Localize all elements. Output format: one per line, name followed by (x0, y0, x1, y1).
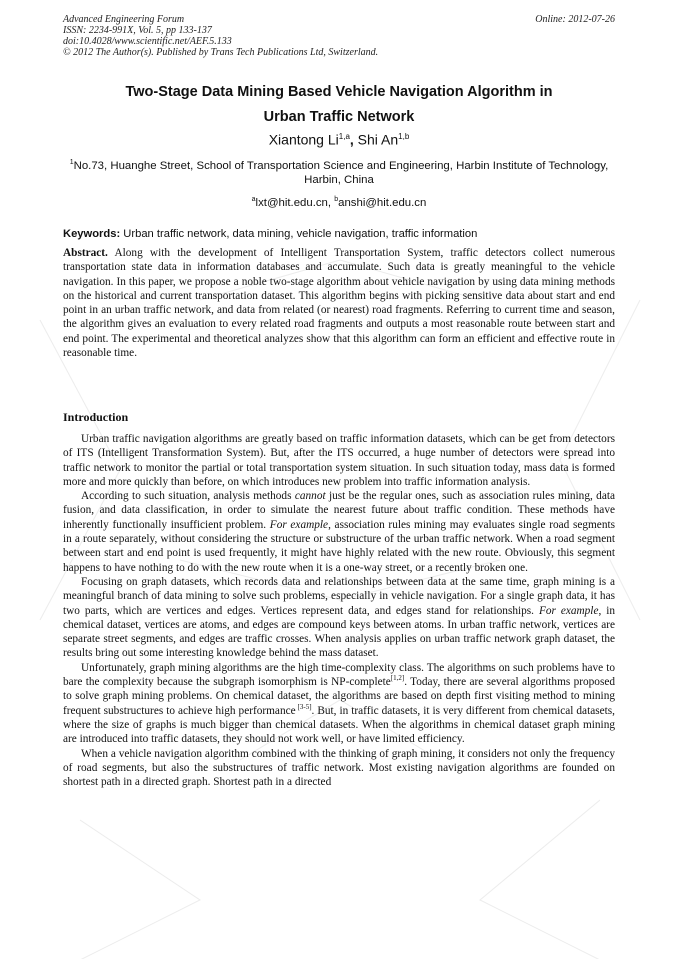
doi-line: doi:10.4028/www.scientific.net/AEF.5.133 (63, 36, 232, 47)
copyright-line: © 2012 The Author(s). Published by Trans Tech Publications Ltd, Switzerland. (63, 47, 379, 58)
paragraph-2-text-b: just be the regular ones, such as association rules mining, data fusion, and data classification, in order to simulate the nearest future about traffic condition. These methods have inherently functionally insufficient problem. (63, 490, 615, 531)
abstract-label: Abstract. (63, 247, 108, 259)
abstract-text: Along with the development of Intelligent Transportation System, traffic detectors collect numerous transportation state data in information databases and accumulate. Such data is greatly meaningful to the vehicle navigation. In this paper, we propose a noble two-stage algorithm about vehicle navigation by using data mining methods on the historical and current transportation dataset. This algorithm begins with picking sensitive data about start and end point in an urban traffic network, and data from related (or nearest) road fragments. Referring to current time and season, the algorithm gives an evaluation to every related road fragments and outputs a most reasonable route between start and end point. The experimental and theoretical analyzes show that this algorithm can form an efficient and effective route in reasonable time. (63, 247, 615, 360)
email-b-mark: b (334, 196, 339, 203)
email-b: anshi@hit.edu.cn (338, 196, 427, 209)
citation-1-2: [1,2] (390, 674, 405, 683)
paragraph-4 (63, 661, 615, 747)
paragraph-4-text-a: Unfortunately, graph mining algorithms are the high time-complexity class. The algorithms on such problems have to bare the complexity because the subgraph isomorphism is NP-complete (63, 661, 615, 689)
keywords-label: Keywords: (63, 228, 121, 240)
title-line-2: Urban Traffic Network (263, 109, 415, 125)
paragraph-3 (63, 575, 615, 661)
paragraph-3-text-a: Focusing on graph datasets, which records data and relationships between data at the same time, graph mining is a meaningful branch of data mining to solve such problems, especially in vehicle navigation. For a single graph data, it has two parts, which are vertices and edges. Vertices represent data, and edges stand for relationships. (63, 575, 615, 617)
issn-line: ISSN: 2234-991X, Vol. 5, pp 133-137 (63, 25, 212, 36)
journal-header (63, 14, 615, 58)
abstract (63, 246, 615, 360)
online-date: Online: 2012-07-26 (535, 14, 615, 25)
affiliation (63, 156, 615, 187)
citation-3-5: [3-5] (295, 702, 312, 711)
paragraph-2-emphasis-example: For example (269, 518, 329, 531)
paragraph-3-text-b: , in chemical dataset, vertices are atoms, and edges are compound keys between atoms. In urban traffic network, vertices are separate street segments, and edges are traffic crosses. When analysis applies on urban traffic network graph dataset, the results bring out some interesting knowledge behind the mass dataset. (63, 604, 615, 660)
paragraph-2-text-a: According to such situation, analysis methods (81, 490, 295, 503)
author-2-affil-mark: 1,b (398, 132, 410, 141)
paragraph-2 (63, 489, 615, 575)
paragraph-4-text-c: . But, in traffic datasets, it is very different from chemical datasets, where the size of graphs is much bigger than chemical datasets. When the algorithms in chemical dataset graph mining are introduced into traffic datasets, they should not work well, or have limited efficiency. (63, 704, 615, 746)
paragraph-2-text-c: , association rules mining may evaluates single road segments in a route separately, without considering the structure or substructure of the urban traffic network. When a road segment between start and end point is used frequently, it might have highly related with the new route. Obviously, this segment happens to have nothing to do with the new route when it is a one-way street, or a recently broken one. (63, 518, 616, 574)
email-a: lxt@hit.edu.cn, (255, 196, 335, 209)
keywords-text: Urban traffic network, data mining, vehicle navigation, traffic information (120, 228, 478, 240)
author-2-name: Shi An (357, 131, 399, 148)
section-heading-introduction: Introduction (63, 410, 129, 424)
title-line-1: Two-Stage Data Mining Based Vehicle Navigation Algorithm in (125, 84, 553, 100)
paper-title (63, 80, 615, 130)
keywords (63, 227, 615, 241)
paragraph-1: Urban traffic navigation algorithms are greatly based on traffic information datasets, which can be get from detectors of ITS (Intelligent Transformation System). But, after the ITS occurred, a huge number of detectors were spread into traffic network to monitor the partial or total transportation system situation. In such situation today, mass data is formed more and more quickly than before, on which introduces new problem into traffic information analysis. (63, 433, 615, 488)
paragraph-4-text-b: . Today, there are several algorithms proposed to solve graph mining problems. On chemical dataset, the algorithms are based on depth first visiting method to mining frequent substructures to achieve high performance (63, 676, 615, 717)
affiliation-text: No.73, Huanghe Street, School of Transportation Science and Engineering, Harbin Institute of Technology, Harbin, China (73, 159, 609, 186)
author-emails (63, 193, 615, 210)
paragraph-2-emphasis-cannot: cannot (294, 490, 326, 503)
author-1-name: Xiantong Li (268, 131, 339, 148)
email-a-mark: a (251, 196, 256, 203)
author-1-affil-mark: 1,a (338, 132, 350, 141)
paragraph-3-emphasis-example: For example (538, 604, 599, 617)
introduction-body (63, 432, 615, 789)
affiliation-mark: 1 (69, 159, 74, 166)
paragraph-5: When a vehicle navigation algorithm combined with the thinking of graph mining, it considers not only the frequency of road segments, but also the substructures of traffic network. Most existing navigation algorithms are founded on shortest path in a directed graph. Shortest path in a directed (63, 747, 615, 789)
author-separator: , (349, 131, 358, 148)
journal-name: Advanced Engineering Forum (63, 14, 185, 25)
author-list (63, 128, 615, 149)
